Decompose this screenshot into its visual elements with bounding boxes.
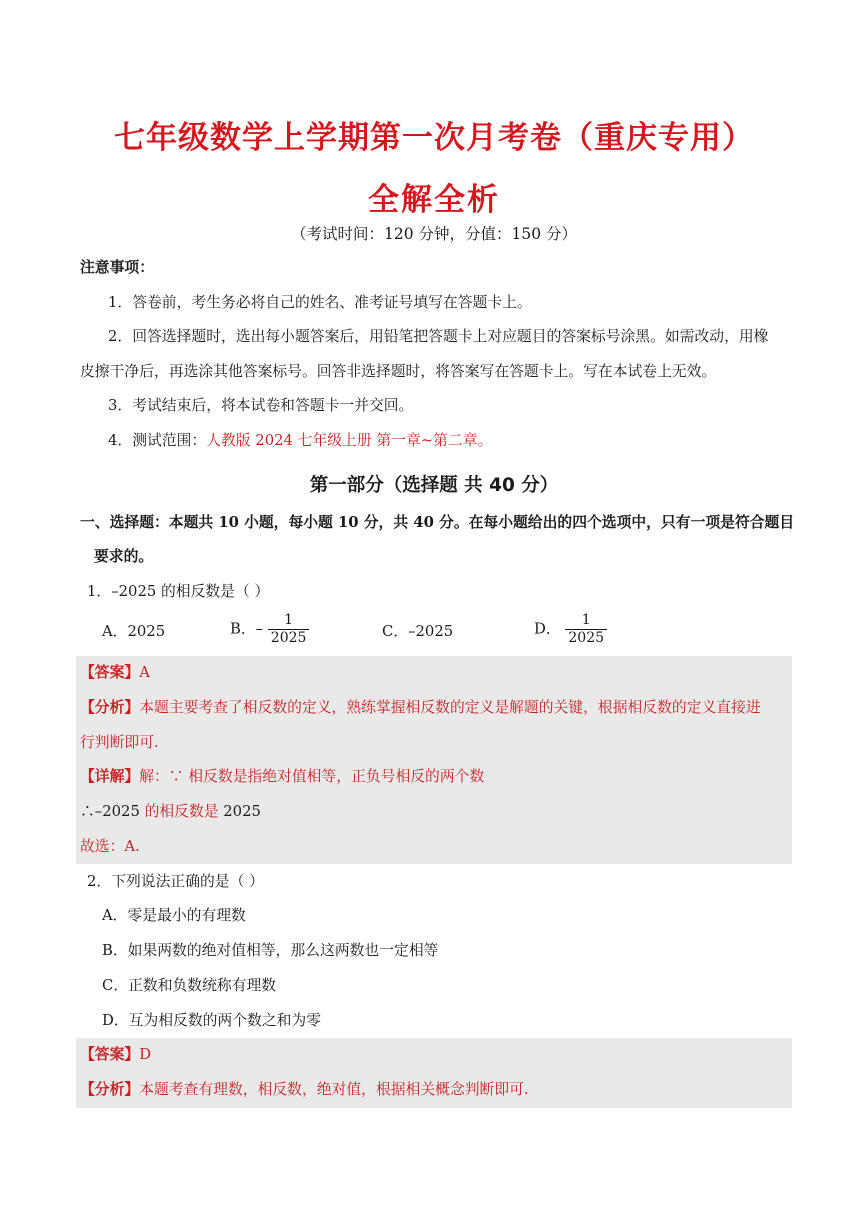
detail-text: 解：∵ 相反数是指绝对值相等，正负号相反的两个数 [139,768,485,785]
page-title: 七年级数学上学期第一次月考卷（重庆专用） [114,120,754,156]
fraction-numerator: 1 [565,612,607,630]
analysis-text: 本题考查有理数，相反数，绝对值，根据相关概念判断即可. [139,1081,529,1098]
section-title: 第一部分（选择题 共 40 分） [309,475,559,496]
question-1-option-d-fraction [565,612,607,647]
question-2-option-c: C．正数和负数统称有理数 [102,977,277,994]
section-instruction-line-1: 一、选择题：本题共 10 小题，每小题 10 分，共 40 分。在每小题给出的四个选项中，只有一项是符合题目 [80,514,795,531]
fraction-denominator: 2025 [568,630,605,646]
detail-result: 2025 [223,803,261,820]
analysis-tag: 【分析】 [80,1081,140,1098]
question-1-option-b [230,612,309,647]
notice-item-1: 1．答卷前，考生务必将自己的姓名、准考证号填写在答题卡上。 [108,294,532,311]
notice-heading: 注意事项： [80,259,154,276]
detail-text: 的相反数是 [139,803,224,820]
section-instruction-line-2: 要求的。 [94,548,154,565]
analysis-tag: 【分析】 [80,699,140,716]
notice-item-3: 3．考试结束后，将本试卷和答题卡一并交回。 [108,397,414,414]
notice-item-2-line-1: 2．回答选择题时，选出每小题答案后，用铅笔把答题卡上对应题目的答案标号涂黑。如需改动，用橡 [108,328,769,345]
notice-item-4 [108,431,492,451]
answer-tag: 【答案】 [80,1046,140,1063]
exam-info: （考试时间：120 分钟，分值：150 分） [290,225,578,243]
question-2-option-a: A．零是最小的有理数 [102,907,246,924]
question-1-stem: 1．–2025 的相反数是（ ） [87,583,270,600]
answer-value: D [139,1046,152,1063]
question-1-solution-box [76,656,792,864]
notice-item-4-prefix: 4．测试范围： [108,432,207,449]
question-2-option-d: D．互为相反数的两个数之和为零 [102,1012,322,1029]
question-2-answer [80,1045,151,1065]
page-subtitle: 全解全析 [368,182,500,218]
fraction-denominator: 2025 [270,630,307,646]
analysis-text: 本题主要考查了相反数的定义，熟练掌握相反数的定义是解题的关键，根据相反数的定义直接进 [139,699,761,716]
notice-item-2-line-2: 皮擦干净后，再选涂其他答案标号。回答非选择题时，将答案写在答题卡上。写在本试卷上无效。 [80,363,717,380]
question-1-choice: 故选：A. [80,838,140,855]
notice-item-4-range: 人教版 2024 七年级上册 第一章~第二章。 [206,432,493,449]
question-1-analysis-line-1 [80,698,761,718]
question-1-detail-line-2 [80,802,261,822]
question-2-stem: 2．下列说法正确的是（ ） [87,873,264,890]
question-1-option-b-label: B．– [230,620,264,638]
question-1-option-b-fraction [268,612,310,647]
detail-expression: ∴–2025 [80,803,140,820]
question-1-detail-line-1 [80,767,484,787]
question-2-analysis [80,1080,529,1100]
question-1-option-d [534,612,607,647]
question-1-answer [80,663,150,683]
question-1-option-d-label: D． [534,620,561,638]
question-1-analysis-line-2: 行判断即可. [80,734,159,751]
question-1-option-a: A．2025 [102,623,166,640]
answer-value: A [139,664,150,681]
question-2-option-b: B．如果两数的绝对值相等，那么这两数也一定相等 [102,942,439,959]
answer-tag: 【答案】 [80,664,140,681]
question-1-option-c: C．–2025 [382,623,454,640]
detail-tag: 【详解】 [80,768,140,785]
fraction-numerator: 1 [268,612,310,630]
